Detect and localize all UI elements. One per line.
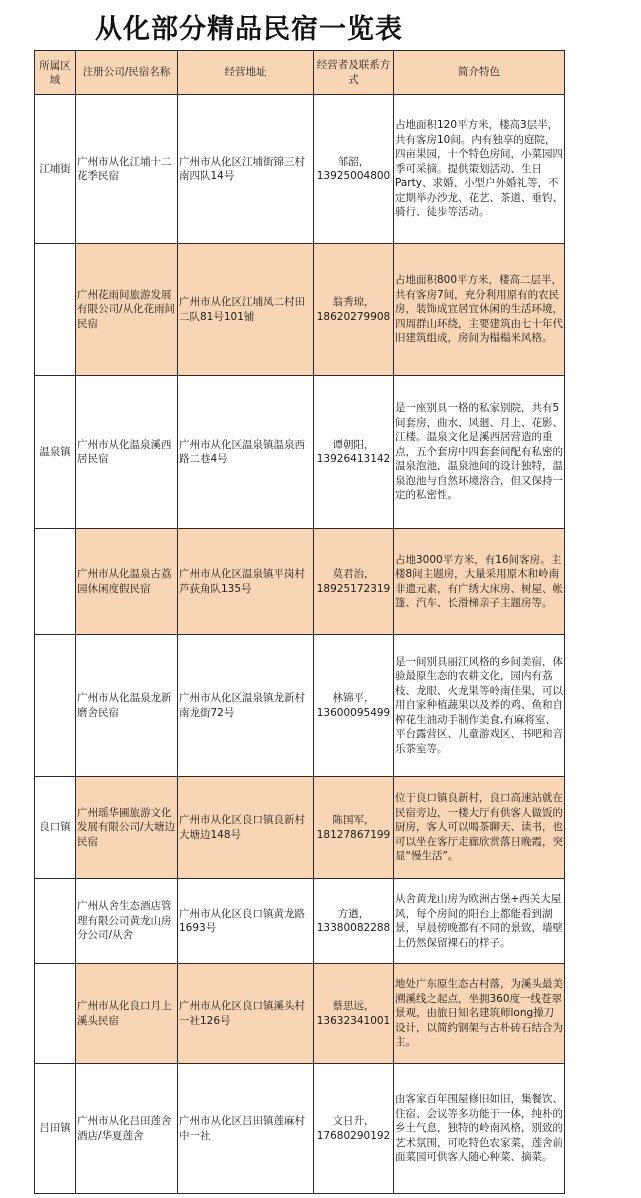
cell-name: 广州花雨间旅游发展有限公司/从化花雨间民宿 — [76, 244, 178, 376]
homestay-table — [34, 50, 565, 1194]
cell-region: 温泉镇 — [35, 376, 76, 529]
table-row — [35, 879, 565, 964]
cell-features: 地处广东原生态古村落，为溪头最美溯溪线之起点，坐拥360度一线苍翠景观，由旅日知名建筑师long操刀设计，以简约钢架与古朴砖石结合为主。 — [394, 964, 565, 1064]
cell-region: 良口镇 — [35, 777, 76, 879]
cell-name: 广州从舍生态酒店管理有限公司黄龙山房分公司/从舍 — [76, 879, 178, 964]
table-row — [35, 244, 565, 376]
cell-contact: 翁秀琼，18620279908 — [314, 244, 394, 376]
cell-contact: 邹韶，13925004800 — [314, 95, 394, 244]
header-address: 经营地址 — [178, 51, 314, 95]
cell-region: 江埔街 — [35, 95, 76, 244]
table-row — [35, 635, 565, 777]
cell-contact: 陈国军，18127867199 — [314, 777, 394, 879]
cell-contact: 方遒，13380082288 — [314, 879, 394, 964]
cell-address: 广州市从化区江埔凤二村田二队81号101铺 — [178, 244, 314, 376]
header-region: 所属区域 — [35, 51, 76, 95]
header-name: 注册公司/民宿名称 — [76, 51, 178, 95]
table-row — [35, 777, 565, 879]
table-row — [35, 1064, 565, 1194]
cell-contact: 林锦平，13600095499 — [314, 635, 394, 777]
cell-address: 广州市从化区吕田镇莲麻村中一社 — [178, 1064, 314, 1194]
cell-name: 广州市从化良口月上溪头民宿 — [76, 964, 178, 1064]
header-contact: 经营者及联系方式 — [314, 51, 394, 95]
cell-features: 占地3000平方米，有16间客房。主楼8间主题房，大量采用原木和岭南非遗元素，有广绣大床房、树屋、帐篷、汽车、长滑梯亲子主题房等。 — [394, 529, 565, 635]
cell-address: 广州市从化区良口镇黄龙路1693号 — [178, 879, 314, 964]
cell-features: 由客家百年围屋修旧如旧，集餐饮、住宿、会议等多功能于一体，纯朴的乡土气息，独特的岭南风格，别致的艺术氛围，可吃特色农家菜，莲舍前面菜园可供客人随心种菜、摘菜。 — [394, 1064, 565, 1194]
table-row — [35, 529, 565, 635]
cell-address: 广州市从化区江埔街锦三村南四队14号 — [178, 95, 314, 244]
cell-address: 广州市从化区温泉镇平岗村芦荻角队135号 — [178, 529, 314, 635]
cell-features: 是一座别具一格的私家别院，共有5间套房，曲水、风廻、月上、花影、江楼。温泉文化是溪西居营造的重点，五个套房中四套套间配有私密的温泉泡池，温泉池间的设计独特，温泉泡池与自然环境溶合，但又保持一定的私密性。 — [394, 376, 565, 529]
page-title: 从化部分精品民宿一览表 — [95, 14, 403, 45]
cell-contact: 文日升，17680290192 — [314, 1064, 394, 1194]
cell-name: 广州瑶华圃旅游文化发展有限公司/大塘边民宿 — [76, 777, 178, 879]
cell-features: 占地面积120平方米，楼高3层半，共有客房10间。内有独享的庭院，四亩果园，十个特色房间，小菜园四季可采摘。提供策划活动、生日Party、求婚、小型户外婚礼等，不定期举办沙龙、花艺、茶道、垂钓、骑行、徒步等活动。 — [394, 95, 565, 244]
cell-contact: 莫君治，18925172319 — [314, 529, 394, 635]
table-header-row — [35, 51, 565, 95]
cell-features: 从舍黄龙山房为欧洲古堡+西关大屋风，每个房间的阳台上都能看到湖景，早晨傍晚都有不同的景致，墙壁上仍然保留裸石的样子。 — [394, 879, 565, 964]
cell-region — [35, 964, 76, 1064]
cell-address: 广州市从化区温泉镇温泉西路二巷4号 — [178, 376, 314, 529]
cell-region — [35, 635, 76, 777]
table-row — [35, 95, 565, 244]
header-features: 简介特色 — [394, 51, 565, 95]
cell-contact: 谭朝阳，13926413142 — [314, 376, 394, 529]
cell-name: 广州市从化江埔十二花季民宿 — [76, 95, 178, 244]
cell-region: 吕田镇 — [35, 1064, 76, 1194]
cell-address: 广州市从化区良口镇良新村大塘边148号 — [178, 777, 314, 879]
cell-features: 占地面积800平方米，楼高二层半，共有客房7间，充分利用原有的农民房，装饰成宜居宜休闲的生活环境，四周群山环绕，主要建筑由七十年代旧建筑组成，房间为榻榻米风格。 — [394, 244, 565, 376]
cell-address: 广州市从化区温泉镇龙新村南龙街72号 — [178, 635, 314, 777]
cell-name: 广州市从化吕田莲舍酒店/华夏莲舍 — [76, 1064, 178, 1194]
cell-region — [35, 879, 76, 964]
table-row — [35, 964, 565, 1064]
cell-region — [35, 244, 76, 376]
table-row — [35, 376, 565, 529]
cell-address: 广州市从化区良口镇溪头村一社126号 — [178, 964, 314, 1064]
cell-features: 位于良口镇良新村，良口高速站就在民宿旁边，一楼大厅有供客人做饭的厨房，客人可以喝茶聊天、读书，也可以坐在客厅走廊欣赏落日晚霞，突显“慢生活”。 — [394, 777, 565, 879]
cell-features: 是一间别具丽江风格的乡间美宿，体验最原生态的农耕文化，园内有荔枝、龙眼、火龙果等岭南佳果，可以用自家种植蔬果以及养的鸡、鱼和自榨花生油动手制作美食,有麻将室、平台露营区、儿童游戏区、书吧和音乐茶室等。 — [394, 635, 565, 777]
cell-region — [35, 529, 76, 635]
cell-name: 广州市从化温泉龙新磨舍民宿 — [76, 635, 178, 777]
cell-name: 广州市从化温泉古荔园休闲度假民宿 — [76, 529, 178, 635]
cell-contact: 蔡思远，13632341001 — [314, 964, 394, 1064]
cell-name: 广州市从化温泉溪西居民宿 — [76, 376, 178, 529]
